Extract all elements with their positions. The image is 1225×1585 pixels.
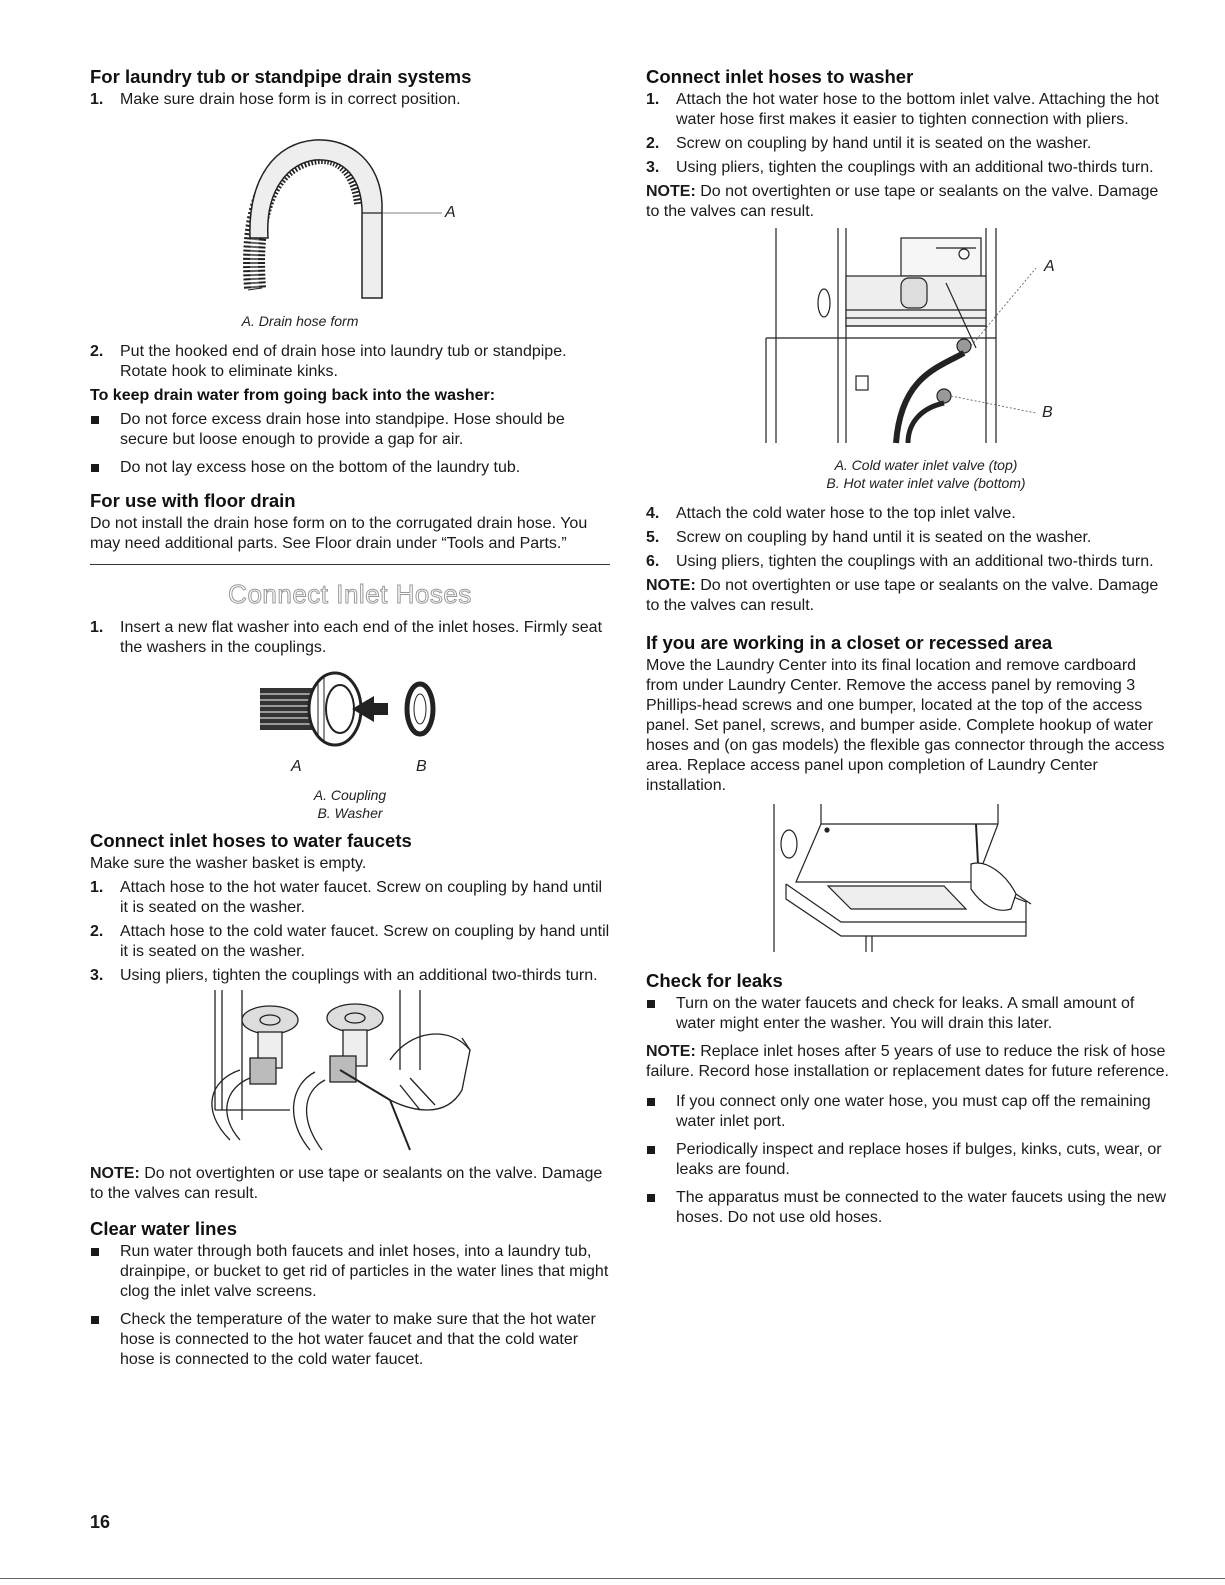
valve-caption-a: A. Cold water inlet valve (top) xyxy=(834,457,1018,473)
tub-steps-1 xyxy=(90,90,610,110)
clear-heading: Clear water lines xyxy=(90,1218,238,1239)
list-item: 1. Attach the hot water hose to the bottom inlet valve. Attaching the hot water hose first makes it easier to tighten connection with pliers. xyxy=(646,91,1159,128)
bottom-rule xyxy=(0,1578,1225,1579)
bullet-icon xyxy=(91,416,99,424)
washer-steps-b xyxy=(646,504,1171,572)
washer-steps-a xyxy=(646,90,1171,178)
tub-heading: For laundry tub or standpipe drain systems xyxy=(90,66,472,87)
list-item: Run water through both faucets and inlet hoses, into a laundry tub, drainpipe, or bucket to get rid of particles in the water lines that might clog the inlet valve screens. xyxy=(90,1242,610,1302)
faucet-heading: Connect inlet hoses to water faucets xyxy=(90,830,412,851)
faucet-illustration xyxy=(90,990,610,1158)
bullet-icon xyxy=(647,1194,655,1202)
bullet-icon xyxy=(91,464,99,472)
faucet-figure xyxy=(90,990,610,1158)
washer-heading: Connect inlet hoses to washer xyxy=(646,66,914,87)
page-number: 16 xyxy=(90,1512,111,1532)
access-panel-figure xyxy=(646,804,1171,954)
valve-callout-b: B xyxy=(1042,404,1053,421)
list-item: 1. Attach hose to the hot water faucet. Screw on coupling by hand until it is seated on the washer. xyxy=(90,879,603,916)
closet-text: Move the Laundry Center into its final location and remove cardboard from under Laundry Center. Remove the access panel by removing 3 Phillips-head screws and one bumper, located at the top of the access panel. Set panel, screws, and bumper aside. Complete hookup of water hoses and (on gas models) the flexible gas connector through the access area. Replace access panel upon completion of Laundry Center installation. xyxy=(646,657,1165,794)
coupling-figure xyxy=(90,666,610,821)
list-item: Turn on the water faucets and check for leaks. A small amount of water might enter the washer. You will drain this later. xyxy=(646,994,1171,1034)
access-panel-illustration xyxy=(646,804,1171,954)
list-item: 2. Attach hose to the cold water faucet. Screw on coupling by hand until it is seated on the washer. xyxy=(90,923,610,960)
bullet-icon xyxy=(647,1146,655,1154)
keep-bullets xyxy=(90,410,610,478)
inlet-valve-figure xyxy=(646,228,1171,498)
right-column xyxy=(646,66,1171,1236)
coupling-callout-a: A xyxy=(291,758,302,775)
floor-text: Do not install the drain hose form on to the corrugated drain hose. You may need additional parts. See Floor drain under “Tools and Parts.” xyxy=(90,515,588,552)
leaks-bullets xyxy=(646,994,1171,1034)
list-item: If you connect only one water hose, you must cap off the remaining water inlet port. xyxy=(646,1092,1171,1132)
drain-caption: A. Drain hose form xyxy=(241,313,359,329)
tub-steps-2 xyxy=(90,342,610,382)
list-item: 1. Make sure drain hose form is in correct position. xyxy=(90,91,461,108)
coupling-caption-a: A. Coupling xyxy=(313,787,387,803)
keep-heading: To keep drain water from going back into the washer: xyxy=(90,387,496,404)
bullet-icon xyxy=(91,1248,99,1256)
final-bullets xyxy=(646,1092,1171,1228)
section-title: Connect Inlet Hoses xyxy=(228,579,472,609)
list-item: Periodically inspect and replace hoses if bulges, kinks, cuts, wear, or leaks are found. xyxy=(646,1140,1171,1180)
list-item: The apparatus must be connected to the water faucets using the new hoses. Do not use old hoses. xyxy=(646,1188,1171,1228)
list-item: 6. Using pliers, tighten the couplings with an additional two-thirds turn. xyxy=(646,553,1154,570)
closet-heading: If you are working in a closet or recessed area xyxy=(646,632,1053,653)
left-column xyxy=(90,66,610,1378)
list-item: 1. Insert a new flat washer into each end of the inlet hoses. Firmly seat the washers in the couplings. xyxy=(90,619,603,656)
washer-note-1: NOTE: Do not overtighten or use tape or sealants on the valve. Damage to the valves can result. xyxy=(646,183,1159,220)
coupling-callout-b: B xyxy=(416,758,427,775)
faucet-steps xyxy=(90,878,610,986)
list-item: Do not force excess drain hose into standpipe. Hose should be secure but loose enough to provide a gap for air. xyxy=(90,410,610,450)
section-divider xyxy=(90,564,610,565)
bullet-icon xyxy=(647,1000,655,1008)
list-item: Check the temperature of the water to make sure that the hot water hose is connected to the hot water faucet and that the cold water hose is connected to the cold water faucet. xyxy=(90,1310,610,1370)
coupling-illustration xyxy=(90,666,610,751)
list-item: 3. Using pliers, tighten the couplings with an additional two-thirds turn. xyxy=(646,159,1154,176)
clear-bullets xyxy=(90,1242,610,1370)
coupling-caption-b: B. Washer xyxy=(317,805,383,821)
valve-caption-b: B. Hot water inlet valve (bottom) xyxy=(826,475,1026,491)
bullet-icon xyxy=(647,1098,655,1106)
list-item: 3. Using pliers, tighten the couplings with an additional two-thirds turn. xyxy=(90,967,598,984)
list-item: 2. Screw on coupling by hand until it is seated on the washer. xyxy=(646,135,1092,152)
list-item: 2. Put the hooked end of drain hose into laundry tub or standpipe. Rotate hook to eliminate kinks. xyxy=(90,343,567,380)
valve-callout-a: A xyxy=(1044,258,1055,275)
faucet-intro: Make sure the washer basket is empty. xyxy=(90,855,367,872)
drain-hose-illustration xyxy=(90,118,610,308)
leaks-heading: Check for leaks xyxy=(646,970,783,991)
washer-note-2: NOTE: Do not overtighten or use tape or sealants on the valve. Damage to the valves can result. xyxy=(646,577,1159,614)
drain-hose-figure xyxy=(90,118,610,336)
floor-heading: For use with floor drain xyxy=(90,490,296,511)
inlet-valve-illustration xyxy=(646,228,1171,453)
faucet-note: NOTE: Do not overtighten or use tape or sealants on the valve. Damage to the valves can result. xyxy=(90,1165,603,1202)
list-item: Do not lay excess hose on the bottom of the laundry tub. xyxy=(90,458,610,478)
drain-callout-a: A xyxy=(445,204,456,221)
list-item: 4. Attach the cold water hose to the top inlet valve. xyxy=(646,505,1016,522)
bullet-icon xyxy=(91,1316,99,1324)
inlet-steps xyxy=(90,618,610,658)
leaks-note: NOTE: Replace inlet hoses after 5 years of use to reduce the risk of hose failure. Record hose installation or replacement dates for future reference. xyxy=(646,1043,1169,1080)
list-item: 5. Screw on coupling by hand until it is seated on the washer. xyxy=(646,529,1092,546)
